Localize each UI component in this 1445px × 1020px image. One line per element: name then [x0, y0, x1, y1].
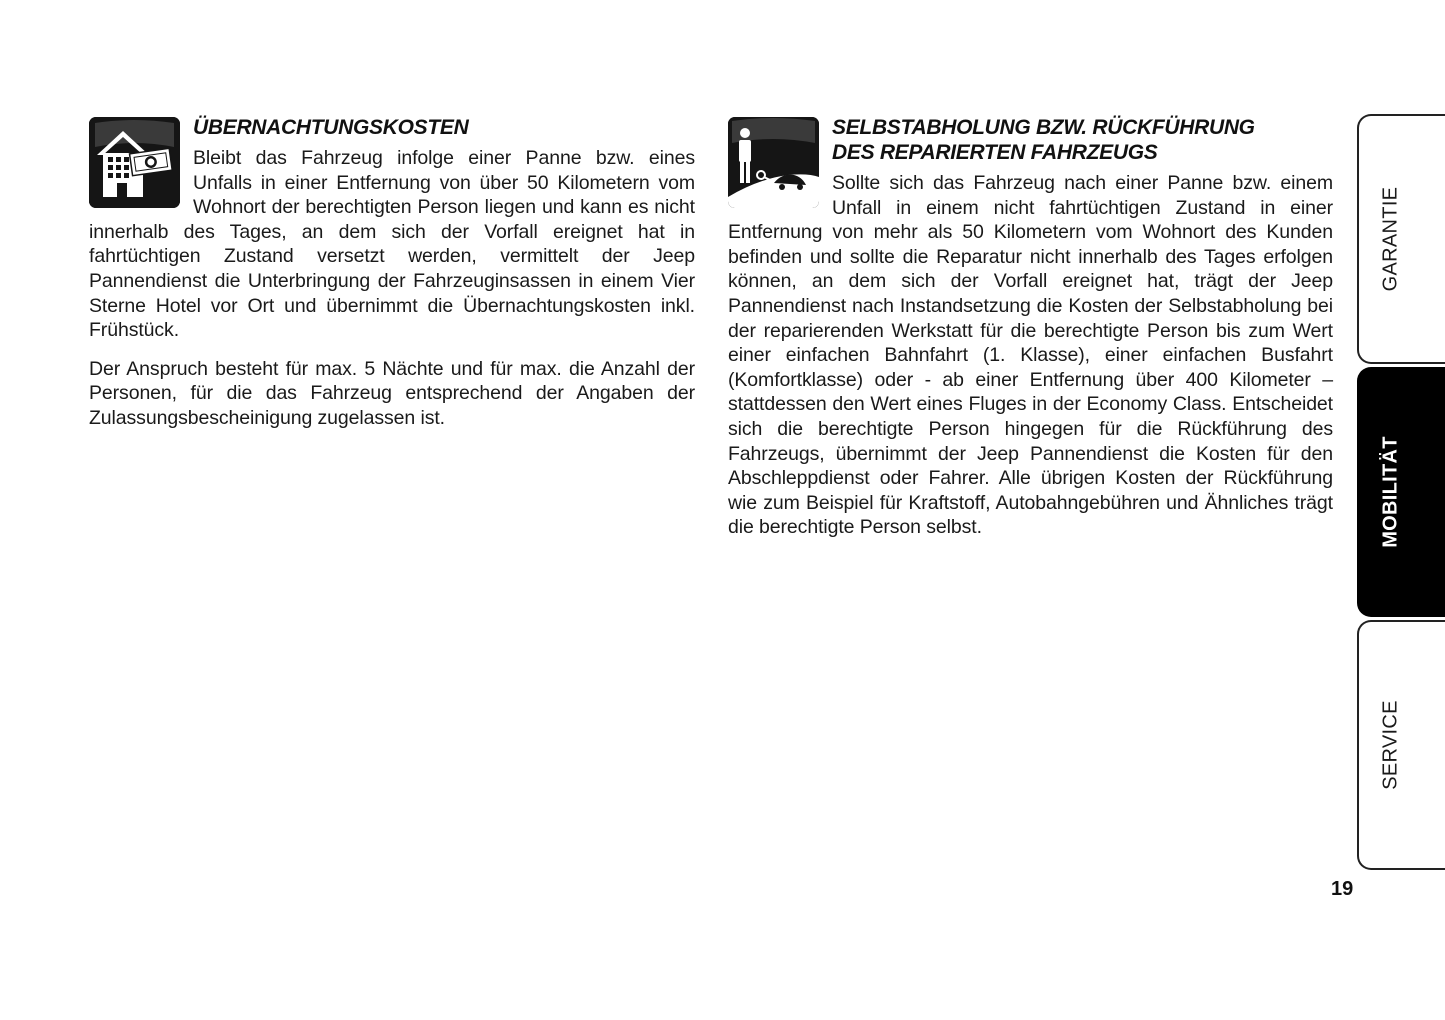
overnight-costs-heading: ÜBERNACHTUNGSKOSTEN	[193, 116, 469, 139]
tab-mobilitaet[interactable]	[1357, 367, 1445, 617]
tab-service-label: SERVICE	[1379, 700, 1402, 790]
hotel-money-icon	[89, 117, 180, 208]
tab-garantie[interactable]	[1357, 114, 1445, 364]
tab-mobilitaet-label: MOBILITÄT	[1379, 436, 1402, 548]
overnight-costs-paragraph-1: Bleibt das Fahrzeug infolge einer Panne bzw. eines Unfalls in einer Entfernung von über 50 Kilometern vom Wohnort der berechtigten Person liegen und kann es nicht innerhalb des Tages, an dem sich der Vorfall ereignet hat in fahrtüchtigen Zustand versetzt werden, vermittelt der Jeep Pannendienst die Unterbringung der Fahrzeuginsassen in einem Vier Sterne Hotel vor Ort und übernimmt die Übernachtungskosten inkl. Frühstück.	[89, 147, 695, 342]
overnight-costs-paragraph-2: Der Anspruch besteht für max. 5 Nächte und für max. die Anzahl der Personen, für die das Fahrzeug entsprechend der Angaben der Zulassungsbescheinigung zugelassen ist.	[89, 357, 695, 429]
tab-service[interactable]	[1357, 620, 1445, 870]
page-number: 19	[1331, 878, 1354, 900]
pickup-return-heading-line-2: DES REPARIERTEN FAHRZEUGS	[832, 141, 1158, 164]
section-overnight-costs	[89, 113, 695, 445]
pickup-return-paragraph: Sollte sich das Fahrzeug nach einer Panne bzw. einem Unfall in einem nicht fahrtüchtigen Zustand in einer Entfernung von mehr als 50 Kilometern vom Wohnort des Kunden befinden und sollte die Reparatur nicht innerhalb des Tages erfolgen können, an dem sich der Vorfall ereignet hat, trägt der Jeep Pannendienst nach Instandsetzung die Kosten der Selbstabholung bei der reparierenden Werkstatt für die berechtigte Person bis zum Wert einer einfachen Bahnfahrt (1. Klasse), einer einfachen Busfahrt (Komfortklasse) oder - ab einer Entfernung über 400 Kilometer – stattdessen den Wert eines Fluges in der Economy Class. Entscheidet sich die berechtigte Person hingegen für die Rückführung des Fahrzeugs, übernimmt der Jeep Pannendienst die Kosten für den Abschleppdienst oder Fahrer. Alle übrigen Kosten der Rückführung wie zum Beispiel für Kraftstoff, Autobahngebühren und Ähnliches trägt die berechtigte Person selbst.	[728, 172, 1333, 539]
tab-garantie-label: GARANTIE	[1379, 186, 1402, 292]
pickup-return-heading-line-1: SELBSTABHOLUNG BZW. RÜCKFÜHRUNG	[832, 116, 1255, 139]
person-car-key-icon	[728, 117, 819, 208]
section-pickup-return	[728, 113, 1333, 554]
